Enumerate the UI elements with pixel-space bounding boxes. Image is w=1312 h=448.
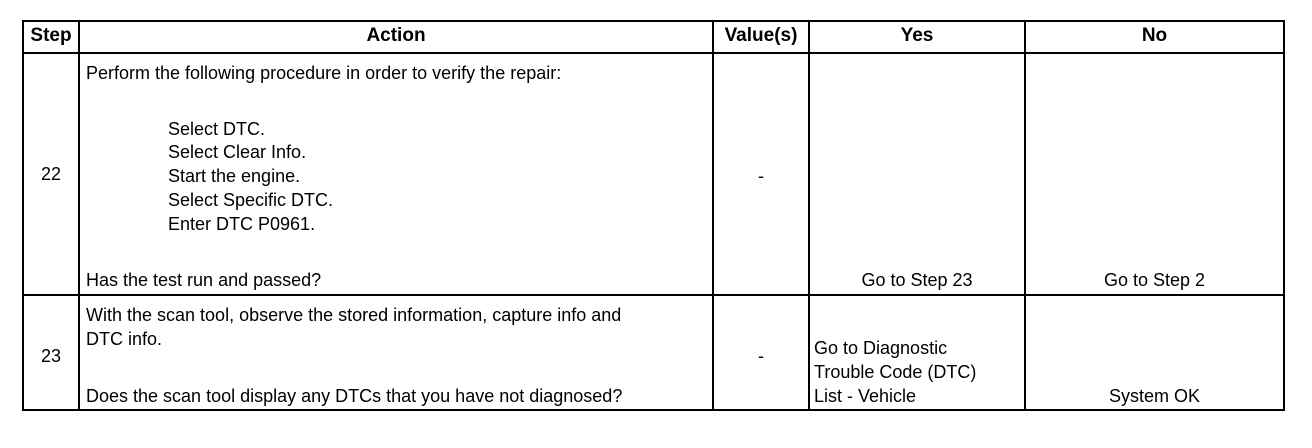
yes-result: List - Vehicle — [814, 386, 917, 406]
header-no: No — [1141, 25, 1168, 46]
value-cell: - — [758, 166, 764, 186]
table-border-top — [22, 20, 1285, 22]
procedure-step: Enter DTC P0961. — [168, 214, 316, 234]
procedure-step: Select DTC. — [168, 119, 266, 139]
procedure-step: Select Clear Info. — [168, 142, 307, 162]
yes-result: Trouble Code (DTC) — [814, 362, 977, 382]
column-divider — [808, 20, 810, 411]
action-text: DTC info. — [86, 329, 163, 349]
header-action: Action — [366, 25, 426, 46]
diagnostic-table — [22, 20, 1285, 411]
action-question: Does the scan tool display any DTCs that you have not diagnosed? — [86, 386, 623, 406]
table-border-right — [1283, 20, 1285, 411]
procedure-step: Start the engine. — [168, 166, 301, 186]
action-question: Has the test run and passed? — [86, 270, 322, 290]
action-text: With the scan tool, observe the stored information, capture info and — [86, 305, 622, 325]
action-intro: Perform the following procedure in order to verify the repair: — [86, 63, 562, 83]
step-number: 22 — [40, 164, 62, 184]
step-number: 23 — [40, 346, 62, 366]
no-result: System OK — [1108, 386, 1201, 406]
no-result: Go to Step 2 — [1103, 270, 1206, 290]
column-divider — [1024, 20, 1026, 411]
table-border-bottom — [22, 409, 1285, 411]
column-divider — [78, 20, 80, 411]
procedure-step: Select Specific DTC. — [168, 190, 334, 210]
yes-result: Go to Step 23 — [861, 270, 973, 290]
yes-result: Go to Diagnostic — [814, 338, 948, 358]
header-divider — [22, 52, 1285, 54]
header-yes: Yes — [900, 25, 934, 46]
header-step: Step — [30, 25, 72, 46]
header-values: Value(s) — [724, 25, 798, 46]
value-cell: - — [758, 346, 764, 366]
row-divider — [22, 294, 1285, 296]
